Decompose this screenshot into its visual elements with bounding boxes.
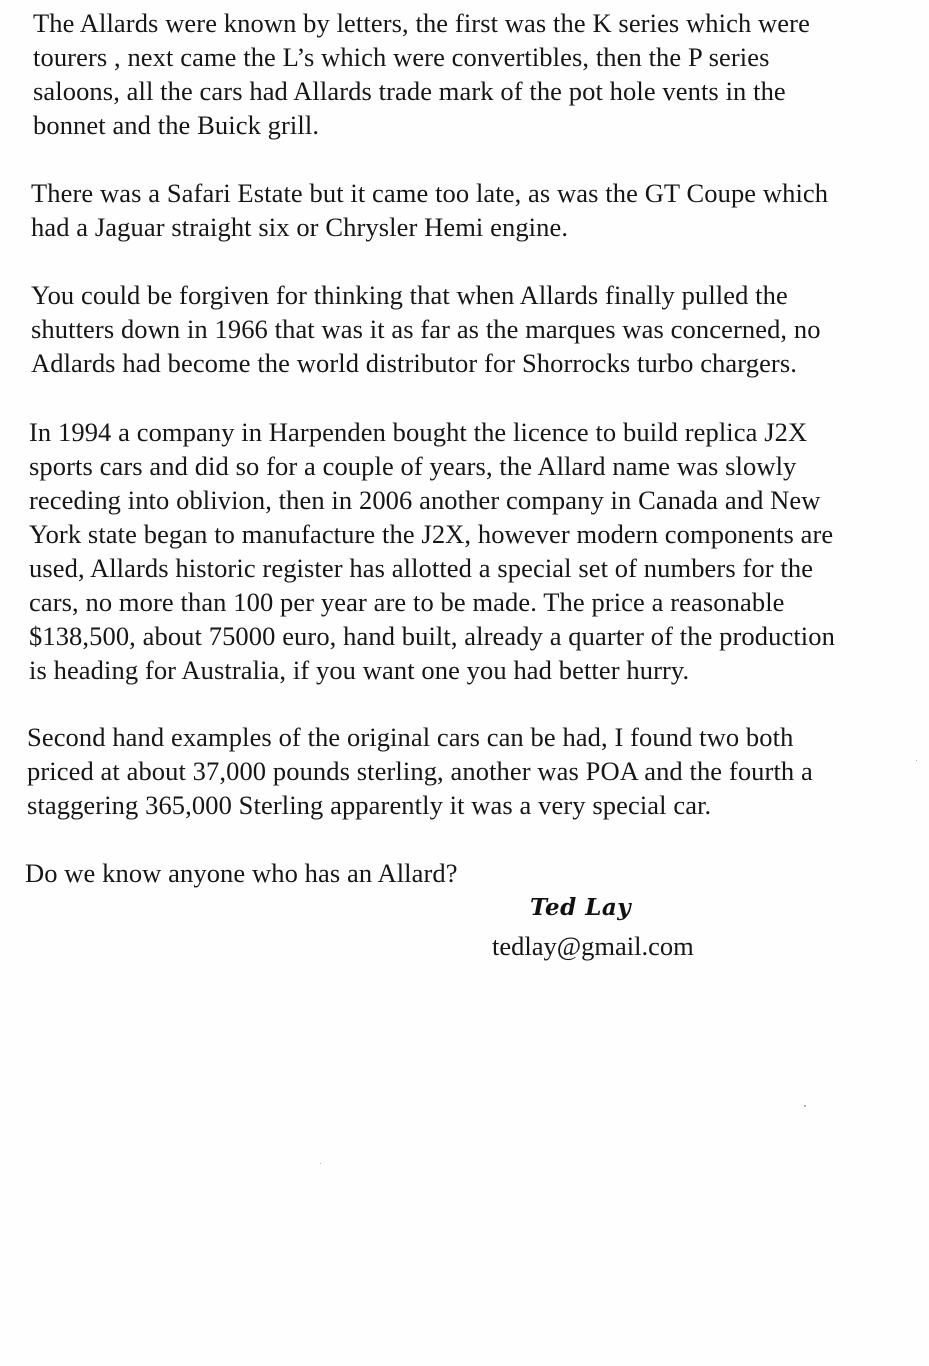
scan-speck <box>916 760 917 761</box>
author-email: tedlay@gmail.com <box>492 931 694 961</box>
paragraph-allard-series: The Allards were known by letters, the first was the K series which were tourers , next came the L’s which were convertibles, then the P series saloons, all the cars had Allards trade mark of the pot hole vents in the bonnet and the Buick grill. <box>33 8 810 140</box>
paragraph-closure-1966: You could be forgiven for thinking that when Allards finally pulled the shutters down in 1966 that was it as far as the marques was concerned, no Adlards had become the world distributor for Shorrocks turbo chargers. <box>31 280 821 378</box>
paragraph-safari-estate: There was a Safari Estate but it came too late, as was the GT Coupe which had a Jaguar straight six or Chrysler Hemi engine. <box>31 178 829 242</box>
author-signature: Ted Lay <box>530 894 632 921</box>
scan-speck <box>804 1105 806 1107</box>
scan-speck <box>320 1163 321 1164</box>
paragraph-second-hand: Second hand examples of the original cars can be had, I found two both priced at about 37,000 pounds sterling, another was POA and the fourth a staggering 365,000 Sterling apparently it was a very special car. <box>27 722 813 820</box>
paragraph-closing-question: Do we know anyone who has an Allard? <box>25 858 458 888</box>
paragraph-replica-j2x: In 1994 a company in Harpenden bought the licence to build replica J2X sports cars and did so for a couple of years, the Allard name was slowly receding into oblivion, then in 2006 another company in Canada and New York state began to manufacture the J2X, however modern components are used, Allards historic register has allotted a special set of numbers for the cars, no more than 100 per year are to be made. The price a reasonable $138,500, about 75000 euro, hand built, already a quarter of the production is heading for Australia, if you want one you had better hurry. <box>29 417 835 685</box>
